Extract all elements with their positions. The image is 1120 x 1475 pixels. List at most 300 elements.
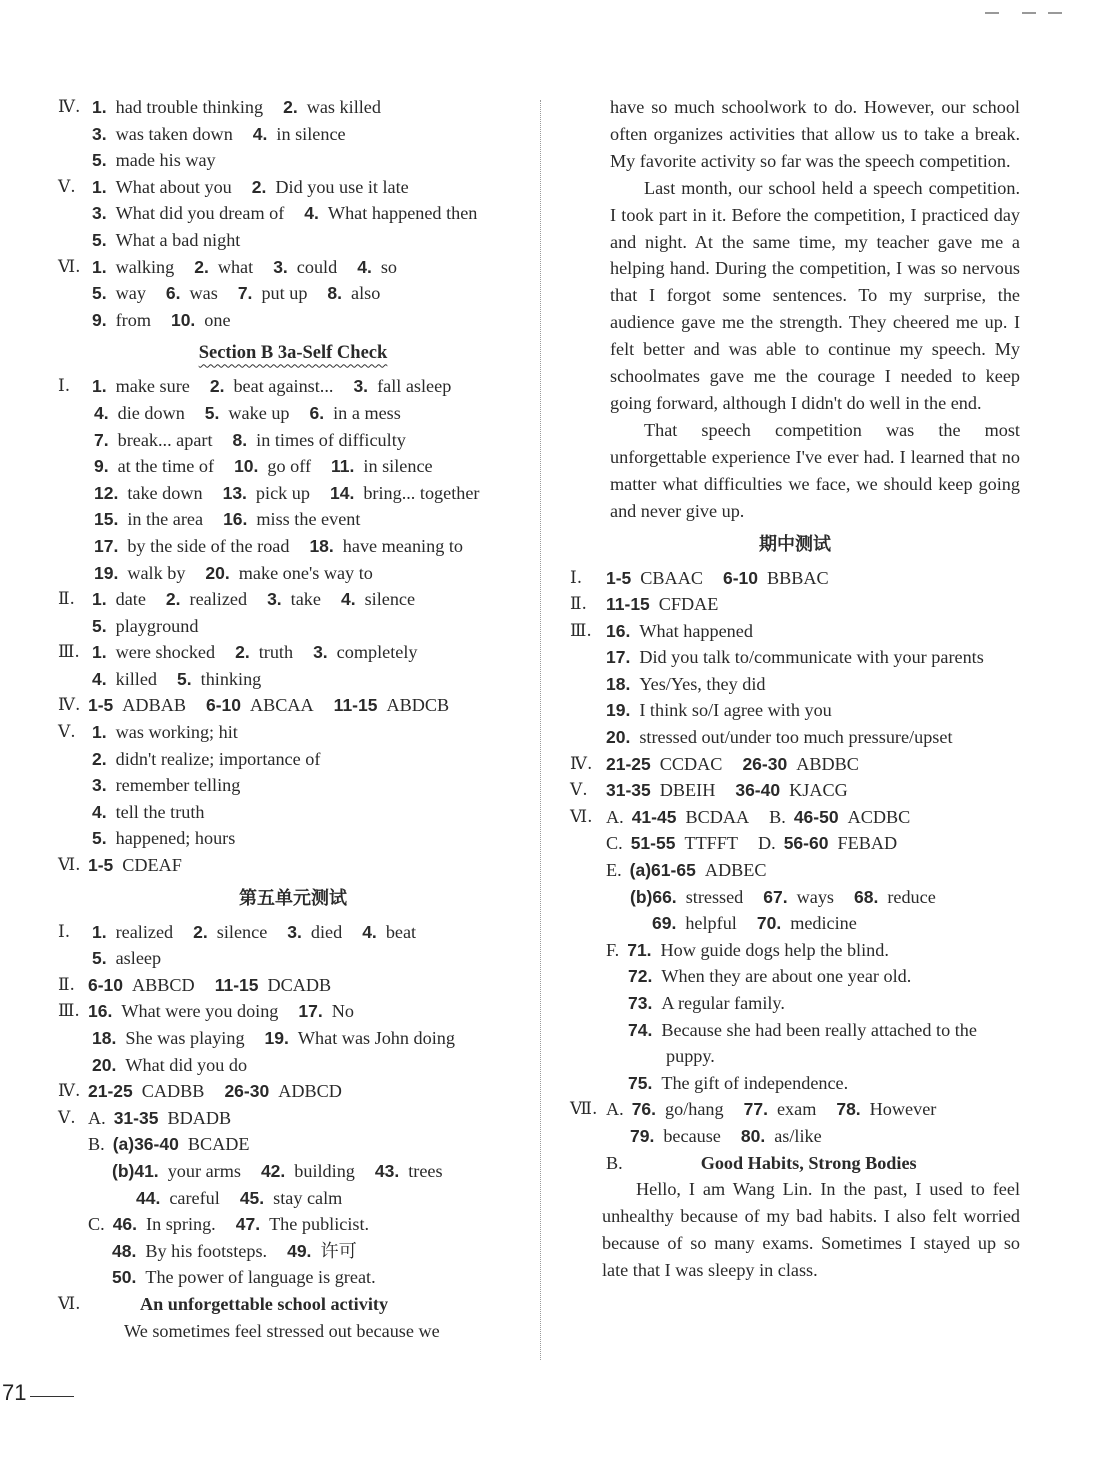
item-answer: ABDCB (386, 695, 450, 716)
answer-line (58, 506, 528, 533)
answer-item (88, 852, 202, 879)
item-number: 11-15 (606, 594, 650, 615)
answer-line (570, 1123, 1020, 1150)
answer-line (570, 671, 1020, 698)
answer-item (253, 121, 366, 148)
answer-item (92, 1052, 267, 1079)
item-number: (b)41. (112, 1160, 159, 1181)
item-answer: What was John doing (297, 1028, 455, 1048)
answer-item (92, 174, 252, 201)
essay-paragraph: That speech competition was the most unforgettable experience I've ever had. I learned that no matter what difficulties we face, we should keep going and never give up. (610, 419, 1020, 521)
answer-line (58, 1185, 528, 1212)
item-answer: The power of language is great. (145, 1267, 376, 1288)
item-number: 26-30 (224, 1081, 270, 1102)
item-number: 4. (304, 203, 319, 224)
item-number: 4. (357, 256, 372, 277)
answer-line (58, 480, 528, 507)
item-number: 4. (94, 402, 109, 423)
answer-item (166, 280, 238, 307)
answer-item (223, 506, 380, 533)
item-answer: in silence (276, 123, 346, 144)
answer-line (58, 639, 528, 666)
item-number: 2. (283, 97, 298, 117)
item-answer: realized (115, 921, 174, 942)
answer-item (94, 453, 234, 480)
item-number: 21-25 (606, 753, 651, 774)
item-answer: CBAAC (640, 567, 703, 588)
item-answer: in a mess (333, 402, 401, 423)
header-dash (1048, 12, 1062, 14)
item-answer: one (204, 309, 231, 330)
answer-item (92, 586, 166, 613)
item-number: 8. (232, 429, 248, 450)
answer-line (58, 560, 528, 587)
item-number: 74. (628, 1019, 653, 1040)
answer-line (58, 200, 528, 227)
item-answer: stay calm (273, 1187, 343, 1208)
item-answer: go/hang (665, 1099, 724, 1120)
answer-item (94, 427, 233, 454)
answer-item (375, 1158, 463, 1185)
item-number: 7. (237, 283, 253, 304)
item-answer: completely (336, 642, 418, 663)
item-number: 70. (756, 913, 782, 934)
item-number: 42. (260, 1160, 286, 1181)
answer-item (330, 480, 500, 507)
item-answer: ACDBC (847, 806, 911, 827)
item-number: 3. (273, 256, 288, 277)
subpart-label: E. (606, 860, 622, 881)
answer-item (92, 799, 225, 826)
part-numeral: Ⅵ. (570, 806, 593, 827)
item-answer: What a bad night (115, 229, 241, 250)
item-answer: walk by (127, 562, 186, 583)
item-answer: tell the truth (115, 801, 205, 822)
item-number: 5. (177, 668, 192, 689)
item-number: 76. (631, 1099, 657, 1120)
answer-item (177, 666, 281, 693)
item-answer: BDADB (167, 1107, 232, 1128)
answer-item (628, 990, 805, 1017)
item-number: 2. (235, 642, 250, 663)
answer-item (784, 830, 917, 857)
item-number: 8. (327, 283, 343, 304)
part-numeral: Ⅳ. (58, 1081, 81, 1102)
item-number: 79. (630, 1125, 655, 1146)
header-dash (985, 12, 999, 14)
section-heading (58, 879, 528, 919)
item-number: 2. (209, 376, 225, 397)
answer-line (570, 1043, 1020, 1070)
answer-item (735, 777, 867, 804)
item-answer: ABDBC (796, 753, 859, 774)
item-number: 3. (353, 376, 369, 397)
item-answer: ADBAB (122, 695, 186, 716)
item-answer: wake up (228, 402, 290, 423)
item-answer: When they are about one year old. (661, 966, 912, 987)
answer-line (58, 427, 528, 454)
part-numeral: Ⅴ. (58, 1107, 76, 1128)
item-number: 1-5 (606, 567, 632, 588)
item-answer: in the area (127, 509, 204, 530)
item-number: 3. (92, 123, 107, 144)
right-answer-list (570, 94, 1020, 1284)
answer-item (113, 1211, 236, 1238)
part-numeral: Ⅱ. (570, 594, 587, 615)
item-number: 5. (92, 283, 107, 304)
item-answer: She was playing (125, 1028, 245, 1048)
answer-item (235, 639, 313, 666)
item-answer: go off (267, 456, 312, 477)
answer-line (570, 1017, 1020, 1044)
item-number: 10. (170, 309, 196, 330)
item-answer: was killed (306, 97, 381, 117)
item-answer: killed (115, 668, 158, 689)
item-answer: make one's way to (238, 562, 373, 583)
answer-line (570, 1096, 1020, 1123)
part-numeral: Ⅳ. (58, 695, 81, 716)
item-answer: BCADE (187, 1134, 250, 1155)
item-number: 17. (94, 535, 119, 556)
essay-paragraph: We sometimes feel stressed out because we (124, 1320, 440, 1341)
section-heading (58, 333, 528, 373)
answer-item (836, 1096, 956, 1123)
item-answer: make sure (115, 376, 190, 397)
item-answer: The publicist. (269, 1214, 370, 1235)
item-number: 20. (92, 1054, 117, 1075)
answer-line (58, 945, 528, 972)
answer-item (606, 671, 786, 698)
answer-item (194, 254, 273, 281)
answer-item (113, 1131, 270, 1158)
right-column (570, 94, 1020, 1284)
answer-item (92, 147, 236, 174)
answer-item (723, 565, 849, 592)
item-number: 36-40 (735, 780, 781, 801)
part-numeral: Ⅰ. (58, 376, 71, 397)
answer-item (628, 963, 931, 990)
answer-item (606, 751, 742, 778)
answer-line (58, 147, 528, 174)
item-number: (b)66. (630, 886, 677, 907)
item-number: 1-5 (88, 855, 114, 876)
answer-line (570, 804, 1020, 831)
essay-title: An unforgettable school activity (140, 1293, 389, 1314)
item-number: (a)36-40 (112, 1134, 179, 1155)
item-number: 4. (362, 921, 377, 942)
answer-item (334, 692, 469, 719)
answer-line (58, 666, 528, 693)
item-answer: break... apart (117, 429, 213, 450)
answer-line (570, 644, 1020, 671)
answer-item (741, 1123, 842, 1150)
subpart-label: F. (606, 939, 620, 960)
item-number: 9. (94, 456, 109, 477)
answer-item (92, 200, 304, 227)
item-number: 11-15 (214, 974, 259, 995)
item-number: 4. (92, 668, 107, 689)
item-answer: What happened then (327, 203, 478, 224)
subpart-label: D. (758, 833, 776, 854)
item-answer: take (290, 589, 321, 610)
answer-line (570, 857, 1020, 884)
item-number: 18. (92, 1028, 117, 1048)
item-number: 26-30 (742, 753, 788, 774)
item-number: 1. (92, 722, 107, 743)
answer-item (666, 1043, 735, 1070)
item-answer: in times of difficulty (256, 429, 406, 450)
answer-item (298, 998, 374, 1025)
item-answer: way (115, 283, 146, 304)
item-answer: miss the event (256, 509, 361, 530)
answer-item (92, 919, 193, 946)
item-number: 68. (854, 886, 879, 907)
item-answer: BBBAC (767, 567, 829, 588)
item-number: 6-10 (205, 695, 241, 716)
answer-item (631, 830, 758, 857)
answer-line (58, 972, 528, 999)
answer-item (630, 857, 787, 884)
essay-title-line (58, 1291, 528, 1318)
answer-item (273, 254, 357, 281)
left-column (58, 94, 528, 1344)
answer-item (283, 94, 401, 121)
answer-line (570, 777, 1020, 804)
part-numeral: Ⅴ. (58, 176, 76, 197)
answer-item (206, 692, 334, 719)
item-answer: BCDAA (685, 806, 750, 827)
answer-item (313, 639, 437, 666)
item-number: 9. (92, 309, 107, 330)
answer-item (310, 400, 421, 427)
answer-item (88, 1078, 224, 1105)
answer-item (744, 1096, 837, 1123)
answer-line (58, 1131, 528, 1158)
answer-item (92, 772, 260, 799)
answer-line (570, 591, 1020, 618)
item-number: 19. (606, 700, 631, 721)
answer-item (92, 666, 177, 693)
item-number: 69. (652, 913, 677, 934)
answer-line (58, 254, 528, 281)
answer-item (215, 972, 351, 999)
answer-item (606, 724, 973, 751)
answer-item (630, 884, 763, 911)
item-answer: so (380, 256, 397, 277)
item-answer: TTFFT (684, 833, 739, 854)
answer-item (606, 565, 723, 592)
answer-line (570, 1070, 1020, 1097)
item-answer: were shocked (115, 642, 216, 663)
item-number: 44. (136, 1187, 161, 1208)
item-number: 7. (94, 429, 109, 450)
answer-item (210, 373, 354, 400)
item-number: 3. (287, 921, 302, 942)
answer-item (92, 94, 283, 121)
item-number: 13. (222, 482, 247, 503)
answer-item (92, 639, 235, 666)
answer-item (287, 919, 362, 946)
subpart-label: B. (769, 806, 786, 827)
item-answer: CDEAF (122, 855, 182, 876)
answer-line (58, 280, 528, 307)
subpart-label: A. (606, 806, 624, 827)
item-number: 10. (234, 456, 259, 477)
answer-item (92, 307, 171, 334)
item-number: 41-45 (631, 806, 677, 827)
item-number: 5. (92, 150, 107, 171)
item-answer: puppy. (666, 1046, 715, 1067)
item-number: 31-35 (113, 1107, 159, 1128)
item-number: 3. (92, 203, 107, 224)
column-divider (540, 100, 541, 1360)
item-number: 19. (264, 1028, 289, 1048)
essay-title-line (570, 1150, 1020, 1177)
item-number: 6-10 (88, 974, 124, 995)
answer-item (92, 227, 260, 254)
answer-item (236, 1211, 389, 1238)
item-number: 16. (606, 620, 631, 641)
subpart-label: C. (606, 833, 623, 854)
answer-item (171, 307, 251, 334)
answer-line (58, 533, 528, 560)
item-number: 50. (112, 1267, 137, 1288)
answer-line (570, 990, 1020, 1017)
item-number: 5. (92, 948, 107, 969)
item-answer: KJACG (789, 780, 848, 801)
item-answer: In spring. (146, 1214, 216, 1235)
item-answer: realized (189, 589, 248, 610)
item-number: 1. (92, 176, 107, 197)
item-number: 5. (204, 402, 220, 423)
answer-item (287, 1238, 377, 1265)
item-answer: 许可 (320, 1240, 357, 1261)
answer-item (223, 480, 330, 507)
item-answer: CCDAC (659, 753, 723, 774)
item-number: 20. (606, 727, 631, 748)
item-number: 18. (309, 535, 334, 556)
item-answer: FEBAD (837, 833, 898, 854)
item-number: 12. (94, 482, 119, 503)
answer-item (854, 884, 956, 911)
answer-item (327, 280, 400, 307)
item-number: 31-35 (606, 780, 651, 801)
answer-item (88, 972, 215, 999)
answer-line (58, 998, 528, 1025)
item-number: 2. (193, 921, 208, 942)
header-dash (1022, 12, 1036, 14)
answer-line (570, 830, 1020, 857)
item-number: 2. (251, 176, 267, 197)
item-number: 46-50 (793, 806, 839, 827)
answer-item (309, 533, 483, 560)
item-answer: by the side of the road (127, 535, 290, 556)
answer-line (58, 852, 528, 879)
item-answer: was working; hit (115, 722, 238, 743)
part-numeral: Ⅵ. (58, 1293, 81, 1314)
item-number: 1. (92, 921, 107, 942)
answer-item (112, 1158, 261, 1185)
answer-item (757, 910, 877, 937)
left-answer-list (58, 94, 528, 1344)
item-answer: medicine (790, 913, 857, 934)
item-number: 48. (112, 1240, 137, 1261)
item-answer: How guide dogs help the blind. (660, 939, 889, 960)
item-number: 2. (92, 748, 107, 769)
item-answer: playground (115, 615, 199, 636)
item-number: 6. (165, 283, 181, 304)
item-number: 18. (606, 673, 631, 694)
item-number: 43. (374, 1160, 400, 1181)
answer-line (58, 746, 528, 773)
item-answer: your arms (167, 1160, 241, 1181)
item-answer: fall asleep (377, 376, 452, 397)
answer-item (92, 746, 340, 773)
answer-line (58, 919, 528, 946)
answer-line (570, 910, 1020, 937)
answer-item (238, 280, 328, 307)
part-numeral: Ⅱ. (58, 589, 75, 610)
answer-item (114, 1105, 251, 1132)
answer-item (606, 618, 773, 645)
item-number: 5. (92, 615, 107, 636)
subpart-label: B. (606, 1152, 623, 1173)
answer-line (58, 1211, 528, 1238)
answer-line (58, 174, 528, 201)
part-numeral: Ⅰ. (58, 921, 71, 942)
item-answer: ABCAA (250, 695, 314, 716)
answer-item (630, 1123, 741, 1150)
item-answer: DCADB (267, 974, 332, 995)
item-number: 47. (235, 1214, 261, 1235)
answer-item (92, 373, 210, 400)
item-answer: because (663, 1125, 721, 1146)
answer-line (58, 453, 528, 480)
answer-line (570, 963, 1020, 990)
item-number: 3. (92, 775, 107, 796)
answer-line (58, 825, 528, 852)
part-numeral: Ⅴ. (570, 780, 588, 801)
item-answer: had trouble thinking (115, 97, 264, 117)
item-number: 56-60 (783, 833, 829, 854)
essay-paragraph: Hello, I am Wang Lin. In the past, I used to feel unhealthy because of my bad habits. I also felt worried because of so many exams. Sometimes I stayed up so late that I was sleepy in class. (602, 1179, 1020, 1280)
answer-item (193, 919, 287, 946)
item-answer: in silence (363, 456, 433, 477)
page-number: 71 (2, 1380, 27, 1405)
answer-item (234, 453, 331, 480)
subpart-label: A. (606, 1099, 624, 1120)
answer-item (331, 453, 453, 480)
answer-item (628, 1070, 868, 1097)
item-answer: DBEIH (659, 780, 716, 801)
item-answer: remember telling (115, 775, 241, 796)
item-number: 20. (205, 562, 230, 583)
answer-item (341, 586, 435, 613)
item-answer: silence (216, 921, 268, 942)
answer-line (58, 1052, 528, 1079)
answer-line (58, 613, 528, 640)
item-answer: ADBCD (278, 1081, 342, 1102)
answer-line (58, 719, 528, 746)
item-number: 21-25 (88, 1081, 133, 1102)
item-number: 6. (309, 402, 325, 423)
item-answer: was taken down (115, 123, 233, 144)
answer-item (632, 1096, 744, 1123)
item-number: 17. (606, 647, 631, 668)
item-number: 15. (94, 509, 119, 530)
item-answer: Did you talk to/communicate with your parents (639, 647, 984, 668)
item-answer: also (351, 283, 381, 304)
